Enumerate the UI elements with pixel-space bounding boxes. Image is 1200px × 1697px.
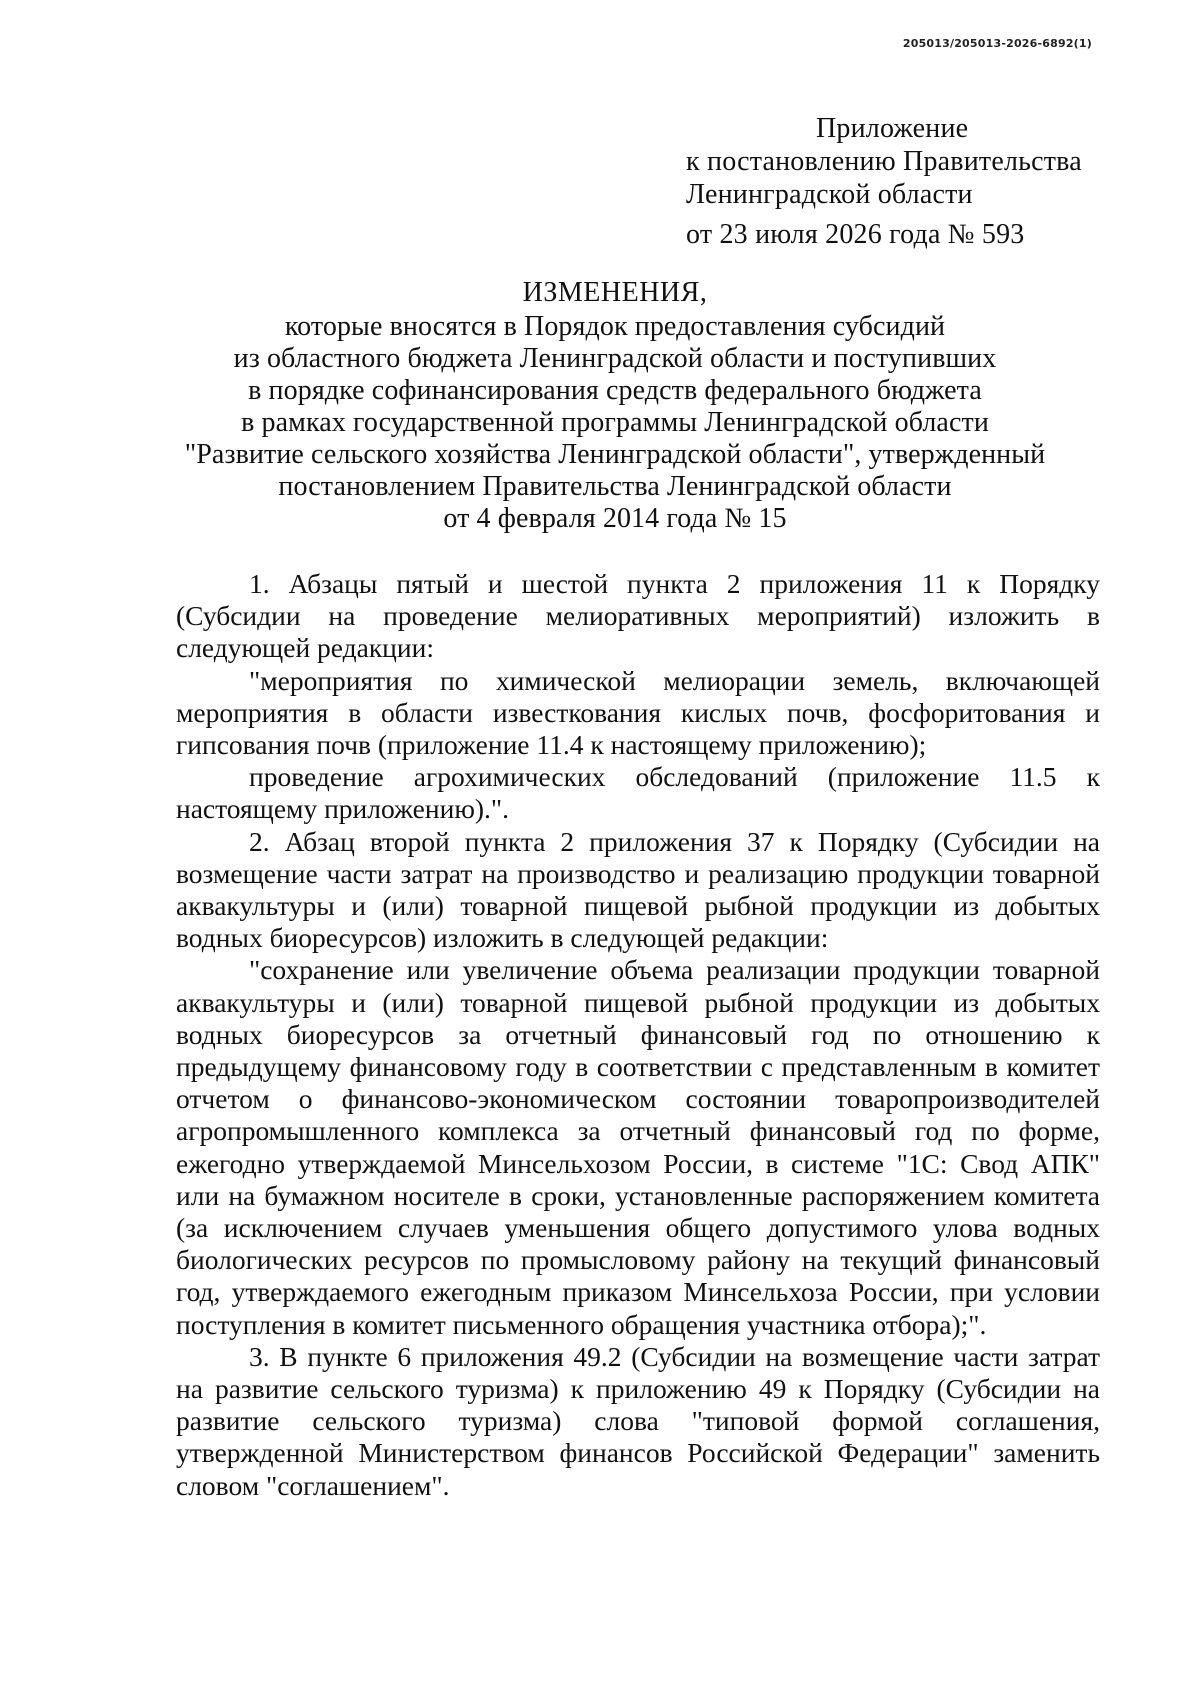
document-title (150, 277, 1080, 535)
title-line: от 4 февраля 2014 года № 15 (443, 503, 787, 534)
appendix-resolution-ref: к постановлению Правительства (686, 146, 1082, 177)
document-body (176, 568, 1100, 1502)
paragraph-2: 2. Абзац второй пункта 2 приложения 37 к Порядку (Субсидии на возмещение части затрат на производство и реализацию продукции товарной аквакультуры и (или) товарной пищевой рыбной продукции из добытых водных биоресурсов) изложить в следующей редакции: (176, 825, 1100, 954)
appendix-label: Приложение (816, 113, 969, 144)
title-line: "Развитие сельского хозяйства Ленинградской области", утвержденный (184, 439, 1046, 470)
title-line: которые вносятся в Порядок предоставления субсидий (284, 311, 946, 342)
paragraph-2-quote: "сохранение или увеличение объема реализации продукции товарной аквакультуры и (или) товарной пищевой рыбной продукции из добытых водных биоресурсов за отчетный финансовый год по отношению к предыдущему финансовому году в соответствии с представленным в комитет отчетом о финансово-экономическом состоянии товаропроизводителей агропромышленного комплекса за отчетный финансовый год по форме, ежегодно утверждаемой Минсельхозом России, в системе "1С: Свод АПК" или на бумажном носителе в сроки, установленные распоряжением комитета (за исключением случаев уменьшения общего допустимого улова водных биологических ресурсов по промысловому району на текущий финансовый год, утверждаемого ежегодным приказом Минсельхоза России, при условии поступления в комитет письменного обращения участника отбора);". (176, 954, 1100, 1340)
appendix-header (686, 112, 1082, 251)
appendix-region: Ленинградской области (686, 179, 973, 210)
paragraph-3: 3. В пункте 6 приложения 49.2 (Субсидии на возмещение части затрат на развитие сельского туризма) к приложению 49 к Порядку (Субсидии на развитие сельского туризма) слова "типовой формой соглашения, утвержденной Министерством финансов Российской Федерации" заменить словом "соглашением". (176, 1340, 1100, 1501)
appendix-date-number: от 23 июля 2026 года № 593 (686, 219, 1025, 250)
title-line: в порядке софинансирования средств федерального бюджета (248, 375, 982, 406)
title-line: постановлением Правительства Ленинградской области (278, 471, 952, 502)
document-id: 205013/205013-2026-6892(1) (902, 37, 1092, 50)
paragraph-1-quote-2: проведение агрохимических обследований (приложение 11.5 к настоящему приложению).". (176, 761, 1100, 825)
title-line: из областного бюджета Ленинградской области и поступивших (233, 343, 997, 374)
title-heading: ИЗМЕНЕНИЯ, (522, 277, 708, 308)
paragraph-1-quote-1: "мероприятия по химической мелиорации земель, включающей мероприятия в области известкования кислых почв, фосфоритования и гипсования почв (приложение 11.4 к настоящему приложению); (176, 664, 1100, 761)
title-line: в рамках государственной программы Ленинградской области (241, 407, 989, 438)
paragraph-1: 1. Абзацы пятый и шестой пункта 2 приложения 11 к Порядку (Субсидии на проведение мелиоративных мероприятий) изложить в следующей редакции: (176, 568, 1100, 664)
